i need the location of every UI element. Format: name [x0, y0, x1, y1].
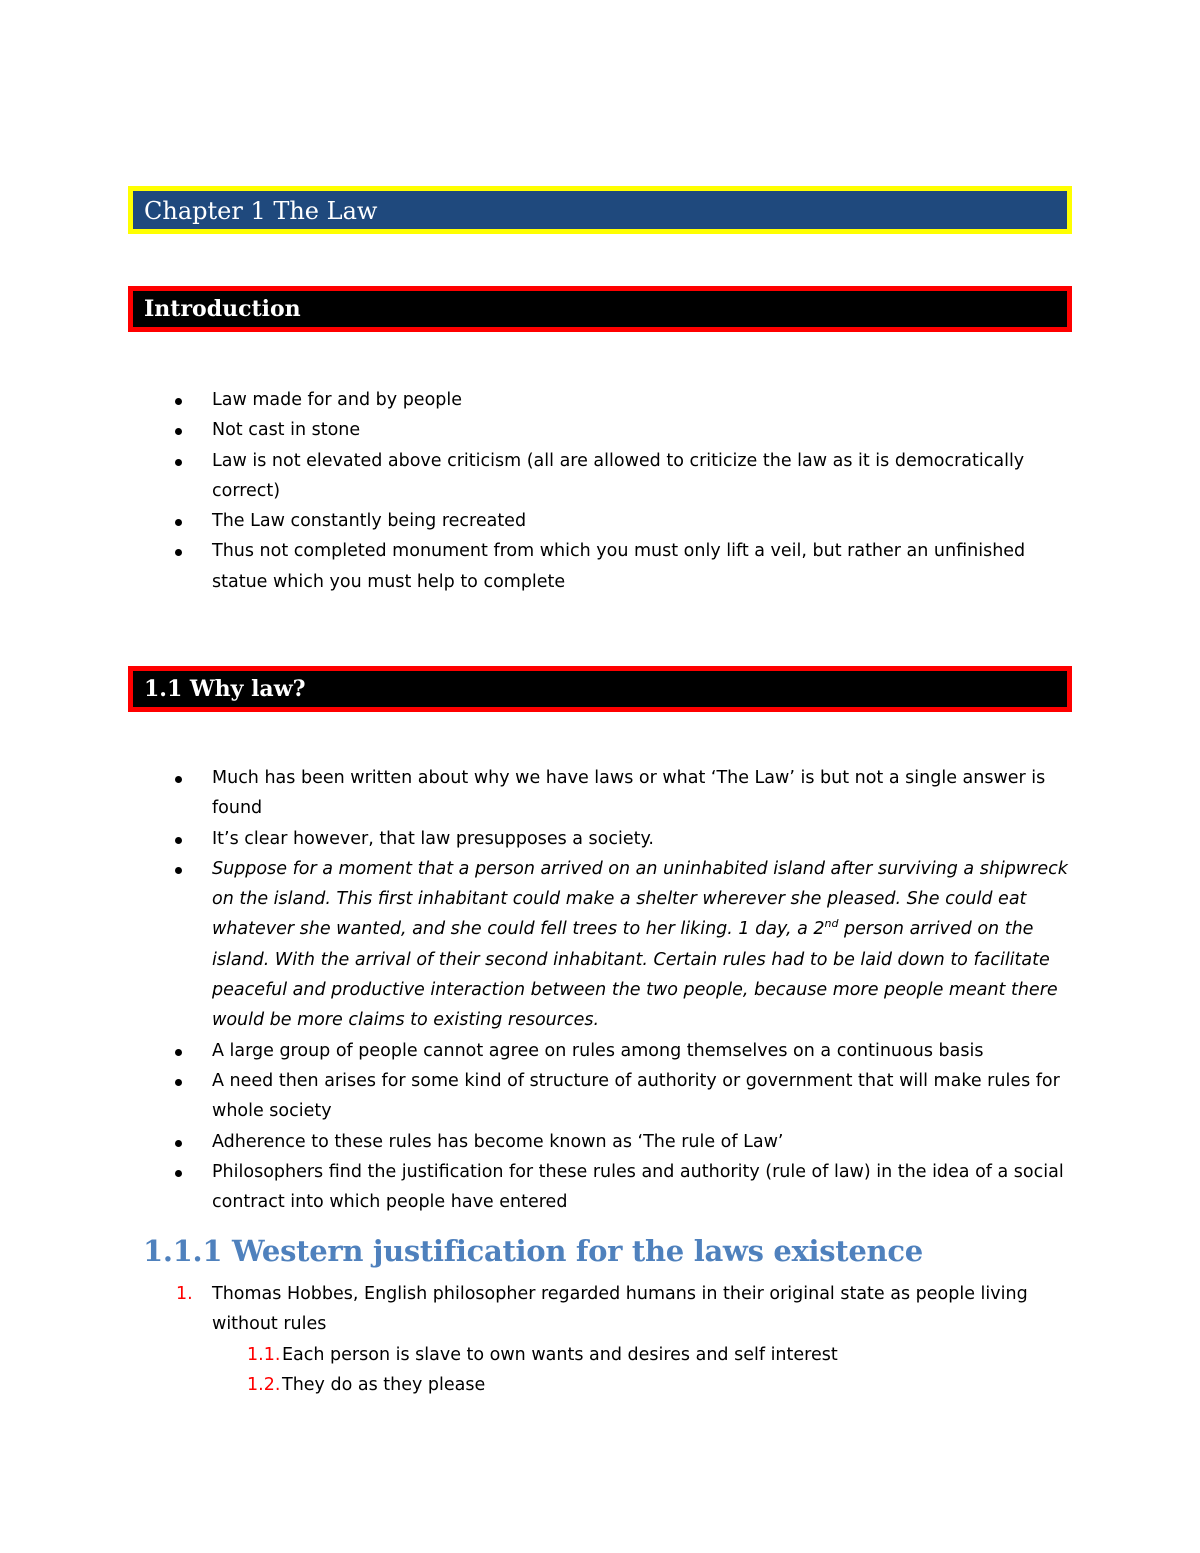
bullet-icon: [175, 1049, 182, 1056]
list-item: 1.2. They do as they please: [0, 1370, 1200, 1400]
why-law-heading-text: 1.1 Why law?: [144, 676, 306, 702]
list-item-island-example: Suppose for a moment that a person arrived on an uninhabited island after surviving a shipwreck on the island. This first inhabitant could make a shelter wherever she pleased. She could eat whatever she wanted, and she could fell trees to her liking. 1 day, a 2nd person arrived on the island. With the arrival of their second inhabitant. Certain rules had to be laid down to facilitate peaceful and productive interaction between the two people, because more people meant there would be more claims to existing resources.: [0, 854, 1200, 1036]
list-item: Not cast in stone: [0, 415, 1200, 445]
bullet-icon: [175, 398, 182, 405]
intro-heading-text: Introduction: [144, 296, 301, 322]
list-item: Philosophers find the justification for these rules and authority (rule of law) in the idea of a social contract into which people have entered: [0, 1157, 1200, 1218]
list-item: A need then arises for some kind of structure of authority or government that will make rules for whole society: [0, 1066, 1200, 1127]
bullet-icon: [175, 459, 182, 466]
list-number: 1.: [176, 1284, 193, 1304]
list-number: 1.1.: [247, 1344, 281, 1365]
western-numbered-list: [0, 1279, 1200, 1400]
list-item: Much has been written about why we have laws or what ‘The Law’ is but not a single answer is found: [0, 763, 1200, 824]
list-item: It’s clear however, that law presupposes a society.: [0, 824, 1200, 854]
list-item: The Law constantly being recreated: [0, 506, 1200, 536]
list-item: Thus not completed monument from which you must only lift a veil, but rather an unfinished statue which you must help to complete: [0, 536, 1200, 597]
list-number: 1.2.: [247, 1374, 281, 1395]
list-item: 1. Thomas Hobbes, English philosopher regarded humans in their original state as people living without rules: [0, 1279, 1200, 1340]
list-item: Law made for and by people: [0, 385, 1200, 415]
list-item: A large group of people cannot agree on rules among themselves on a continuous basis: [0, 1036, 1200, 1066]
bullet-icon: [175, 549, 182, 556]
chapter-title-text: Chapter 1 The Law: [144, 197, 378, 225]
bullet-icon: [175, 1170, 182, 1177]
bullet-icon: [175, 837, 182, 844]
bullet-icon: [175, 519, 182, 526]
western-justification-heading: 1.1.1 Western justification for the laws existence: [143, 1234, 923, 1268]
list-item: Adherence to these rules has become known as ‘The rule of Law’: [0, 1127, 1200, 1157]
intro-bullet-list: [0, 385, 1200, 597]
why-law-heading: [128, 666, 1072, 712]
bullet-icon: [175, 867, 182, 874]
bullet-icon: [175, 776, 182, 783]
bullet-icon: [175, 1140, 182, 1147]
chapter-title: [128, 186, 1072, 234]
list-item: Law is not elevated above criticism (all are allowed to criticize the law as it is democratically correct): [0, 446, 1200, 507]
bullet-icon: [175, 1079, 182, 1086]
bullet-icon: [175, 428, 182, 435]
intro-heading: [128, 286, 1072, 332]
list-item: 1.1. Each person is slave to own wants and desires and self interest: [0, 1340, 1200, 1370]
why-law-bullet-list: [0, 763, 1200, 1217]
